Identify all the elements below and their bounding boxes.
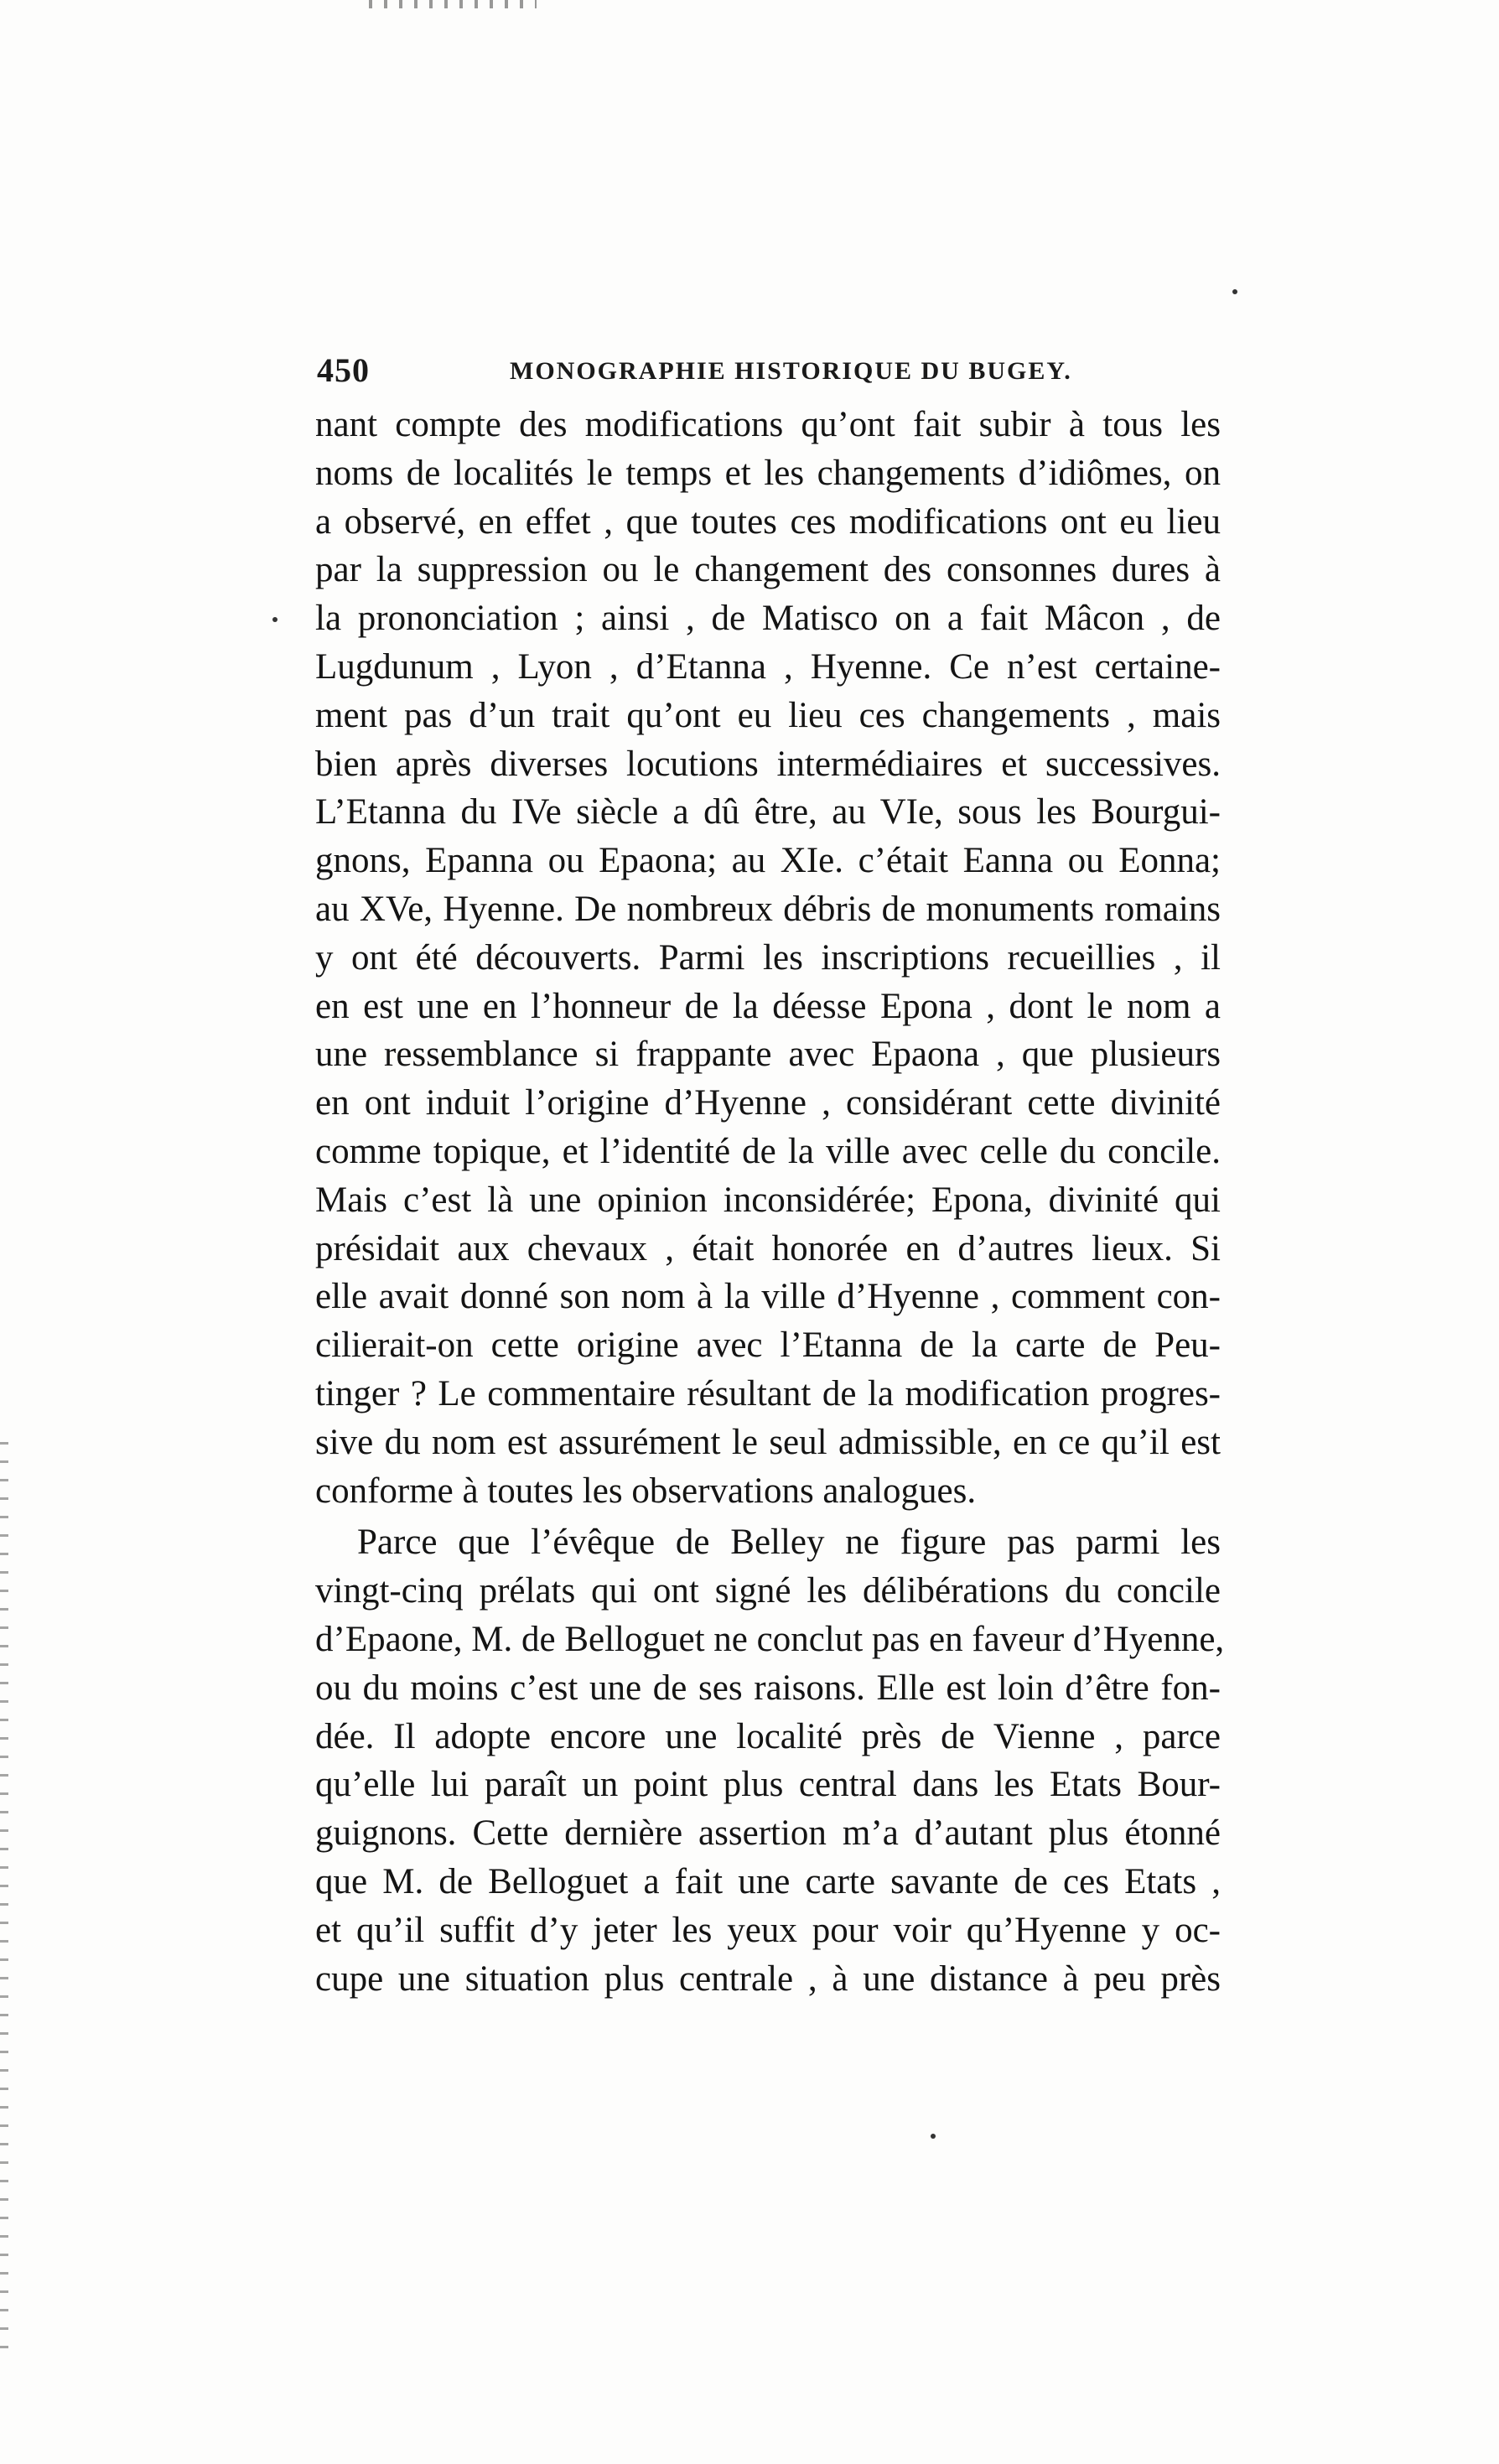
page-header	[317, 350, 1222, 401]
text-line: que M. de Belloguet a fait une carte savante de ces Etats ,	[315, 1861, 1221, 1901]
text-line: Mais c’est là une opinion inconsidérée; Epona, divinité qui	[315, 1180, 1221, 1220]
text-line: une ressemblance si frappante avec Epaona , que plusieurs	[315, 1035, 1221, 1075]
text-line: cupe une situation plus centrale , à une distance à peu près	[315, 1958, 1221, 1999]
text-line: ou du moins c’est une de ses raisons. Elle est loin d’être fon-	[315, 1668, 1221, 1708]
ink-speck	[931, 2134, 936, 2139]
text-line: ment pas d’un trait qu’ont eu lieu ces changements , mais	[315, 695, 1221, 735]
text-line: Parce que l’évêque de Belley ne figure pas parmi les	[357, 1522, 1221, 1563]
text-line: guignons. Cette dernière assertion m’a d’autant plus étonné	[315, 1813, 1221, 1854]
text-line: dée. Il adopte encore une localité près de Vienne , parce	[315, 1716, 1221, 1756]
text-line: et qu’il suffit d’y jeter les yeux pour voir qu’Hyenne y oc-	[315, 1910, 1221, 1950]
text-line: nant compte des modifications qu’ont fait subir à tous les	[315, 405, 1221, 444]
text-line: elle avait donné son nom à la ville d’Hyenne , comment con-	[315, 1277, 1221, 1317]
text-line: conforme à toutes les observations analogues.	[315, 1471, 977, 1511]
running-title: MONOGRAPHIE HISTORIQUE DU BUGEY.	[510, 357, 1072, 385]
text-line: gnons, Epanna ou Epaona; au XIe. c’était Eanna ou Eonna;	[315, 841, 1221, 881]
text-line: y ont été découverts. Parmi les inscriptions recueillies , il	[315, 937, 1221, 978]
page-number: 450	[317, 351, 370, 389]
body-text	[315, 401, 1225, 2003]
scan-artifact-left-edge	[0, 1442, 8, 2364]
scan-artifact-top	[369, 0, 537, 8]
text-line: qu’elle lui paraît un point plus central dans les Etats Bour-	[315, 1765, 1221, 1805]
text-line: vingt-cinq prélats qui ont signé les délibérations du concile	[315, 1571, 1221, 1611]
text-line: en est une en l’honneur de la déesse Epona , dont le nom a	[315, 986, 1221, 1026]
text-line: par la suppression ou le changement des consonnes dures à	[315, 550, 1221, 590]
ink-speck	[1232, 289, 1237, 294]
text-line: présidait aux chevaux , était honorée en d’autres lieux. Si	[315, 1228, 1221, 1268]
text-line: bien après diverses locutions intermédiaires et successives.	[315, 744, 1221, 784]
text-line: comme topique, et l’identité de la ville avec celle du concile.	[315, 1131, 1221, 1171]
text-line: la prononciation ; ainsi , de Matisco on a fait Mâcon , de	[315, 599, 1221, 639]
text-line: noms de localités le temps et les changements d’idiômes, on	[315, 453, 1221, 493]
text-line: sive du nom est assurément le seul admissible, en ce qu’il est	[315, 1422, 1221, 1462]
text-line: L’Etanna du IVe siècle a dû être, au VIe, sous les Bourgui-	[315, 792, 1221, 833]
text-line: d’Epaone, M. de Belloguet ne conclut pas en faveur d’Hyenne,	[315, 1619, 1225, 1659]
text-line: tinger ? Le commentaire résultant de la modification progres-	[315, 1373, 1221, 1414]
text-line: cilierait-on cette origine avec l’Etanna de la carte de Peu-	[315, 1325, 1221, 1366]
text-line: a observé, en effet , que toutes ces modifications ont eu lieu	[315, 501, 1221, 542]
text-line: en ont induit l’origine d’Hyenne , considérant cette divinité	[315, 1083, 1221, 1123]
ink-speck	[272, 617, 277, 622]
text-line: Lugdunum , Lyon , d’Etanna , Hyenne. Ce n’est certaine-	[315, 646, 1221, 687]
text-line: au XVe, Hyenne. De nombreux débris de monuments romains	[315, 889, 1221, 929]
